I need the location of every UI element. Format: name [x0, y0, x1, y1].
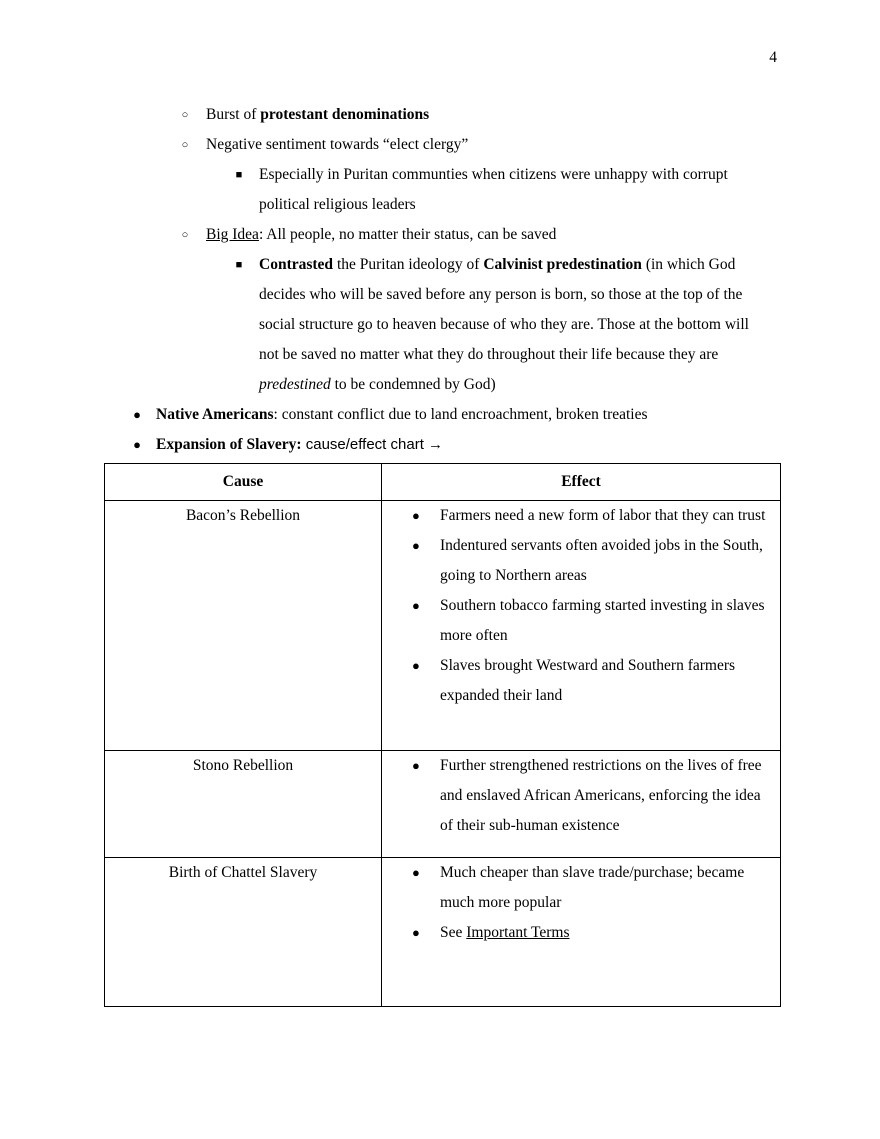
text-run: to be condemned by God): [330, 376, 496, 393]
text-run: Farmers need a new form of labor that they can trust: [440, 507, 766, 524]
hollow-circle-icon: ○: [181, 139, 189, 151]
cause-effect-table: [104, 463, 781, 1007]
bold-text: Calvinist predestination: [483, 256, 642, 273]
outline-item-text: [259, 250, 760, 400]
text-run: Negative sentiment towards “elect clergy”: [206, 136, 469, 153]
bold-text: protestant denominations: [260, 106, 430, 123]
effect-cell: [382, 751, 781, 858]
text-run: Further strengthened restrictions on the lives of free and enslaved African Americans, enforcing the idea of their sub-human existence: [440, 757, 762, 834]
sans-text: cause/effect chart →: [301, 436, 444, 453]
outline-item: [0, 130, 880, 160]
table-body: [105, 501, 781, 1007]
bold-text: Contrasted: [259, 256, 334, 273]
filled-disc-icon: ●: [412, 658, 420, 673]
underlined-text: Big Idea: [206, 226, 259, 243]
filled-disc-icon: ●: [412, 865, 420, 880]
filled-disc-icon: ●: [133, 407, 141, 422]
outline-list: [0, 100, 880, 460]
filled-disc-icon: ●: [412, 925, 420, 940]
effect-list: [382, 501, 780, 711]
text-run: Much cheaper than slave trade/purchase; became much more popular: [440, 864, 745, 911]
outline-item-text: [206, 220, 880, 250]
effect-list-item: [382, 531, 780, 591]
outline-item-text: [259, 160, 760, 220]
effect-list-item: [382, 591, 780, 651]
effect-list: [382, 858, 780, 948]
outline-item-text: [206, 130, 880, 160]
cause-cell: Birth of Chattel Slavery: [105, 858, 382, 1007]
cause-cell: Stono Rebellion: [105, 751, 382, 858]
text-run: See: [440, 924, 467, 941]
text-run: Indentured servants often avoided jobs in the South, going to Northern areas: [440, 537, 763, 584]
effect-text: [440, 597, 765, 644]
effect-text: [440, 507, 765, 524]
hollow-circle-icon: ○: [181, 109, 189, 121]
bold-text: Expansion of Slavery:: [156, 436, 302, 453]
effect-text: [440, 864, 744, 911]
effect-cell: [382, 858, 781, 1007]
text-run: Especially in Puritan communties when citizens were unhappy with corrupt political religious leaders: [259, 166, 728, 213]
text-run: (in which God decides who will be saved before any person is born, so those at the top of the social structure go to heaven because of who they are. Those at the bottom will not be saved no matter what they do throughout their life because they are: [259, 256, 749, 363]
effect-cell: [382, 501, 781, 751]
outline-item-text: [156, 400, 880, 430]
text-run: the Puritan ideology of: [333, 256, 484, 273]
outline-item: [0, 400, 880, 430]
text-run: : constant conflict due to land encroachment, broken treaties: [273, 406, 648, 423]
effect-list-item: [382, 501, 780, 531]
filled-disc-icon: ●: [412, 758, 420, 773]
effect-list-item: [382, 751, 780, 841]
outline-item: [0, 100, 880, 130]
outline-item-text: [206, 100, 880, 130]
text-run: Southern tobacco farming started investing in slaves more often: [440, 597, 765, 644]
hollow-circle-icon: ○: [181, 229, 189, 241]
underlined-text: Important Terms: [466, 924, 570, 941]
table-row: [105, 501, 781, 751]
effect-list-item: [382, 858, 780, 918]
table-header-row: [105, 464, 781, 501]
page-number: 4: [769, 49, 777, 66]
effect-text: [440, 757, 762, 834]
effect-text: [440, 537, 763, 584]
text-run: : All people, no matter their status, can be saved: [258, 226, 557, 243]
filled-disc-icon: ●: [412, 598, 420, 613]
cause-cell: Bacon’s Rebellion: [105, 501, 382, 751]
effect-list-item: [382, 651, 780, 711]
italic-text: predestined: [259, 376, 331, 393]
filled-square-icon: ■: [235, 259, 243, 271]
effect-text: [440, 657, 735, 704]
effect-list: [382, 751, 780, 841]
outline-item: [0, 160, 880, 220]
text-run: Slaves brought Westward and Southern farmers expanded their land: [440, 657, 736, 704]
filled-disc-icon: ●: [133, 437, 141, 452]
outline-item: [0, 250, 880, 400]
bold-text: Native Americans: [156, 406, 274, 423]
outline-item: [0, 220, 880, 250]
table-header-cause: Cause: [105, 464, 382, 501]
filled-disc-icon: ●: [412, 508, 420, 523]
outline-item: [0, 430, 880, 460]
filled-square-icon: ■: [235, 169, 243, 181]
outline-item-text: [156, 430, 880, 460]
table-row: [105, 858, 781, 1007]
effect-text: [440, 924, 570, 941]
table-header-effect: Effect: [382, 464, 781, 501]
effect-list-item: [382, 918, 780, 948]
text-run: Burst of: [206, 106, 261, 123]
table-row: [105, 751, 781, 858]
filled-disc-icon: ●: [412, 538, 420, 553]
